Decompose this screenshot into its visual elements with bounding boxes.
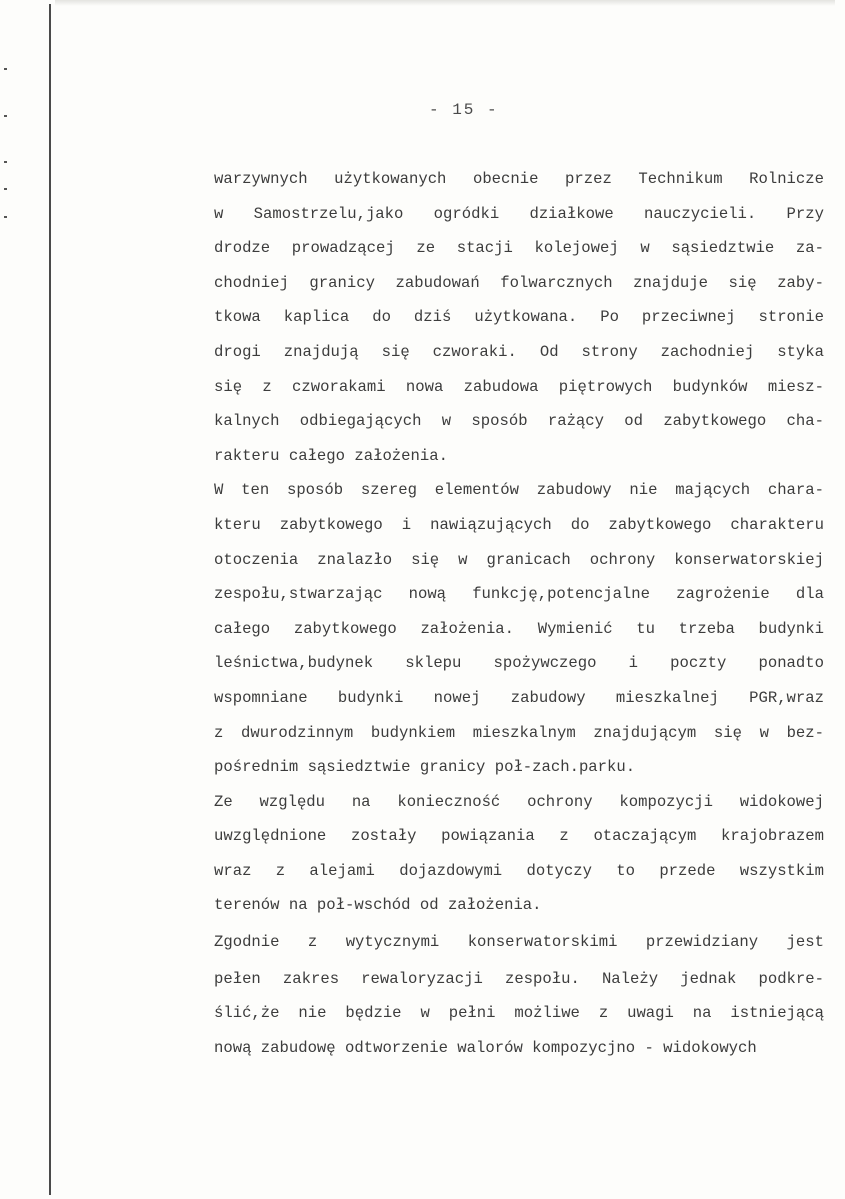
text-line: terenów na poł-wschód od założenia. bbox=[214, 896, 542, 915]
text-line: rakteru całego założenia. bbox=[214, 446, 448, 465]
text-line: drodze prowadzącej ze stacji kolejowej w sąsiedztwie za- bbox=[214, 239, 824, 258]
text-line: z dwurodzinnym budynkiem mieszkalnym znajdującym się w bez- bbox=[214, 723, 824, 742]
text-line: wraz z alejami dojazdowymi dotyczy to przede wszystkim bbox=[214, 861, 824, 880]
margin-tick-mark bbox=[4, 68, 7, 70]
text-line: w Samostrzelu,jako ogródki działkowe nauczycieli. Przy bbox=[214, 204, 824, 223]
margin-tick-mark bbox=[4, 188, 7, 190]
text-line: uwzględnione zostały powiązania z otaczającym krajobrazem bbox=[214, 827, 824, 846]
margin-tick-mark bbox=[4, 161, 7, 163]
text-line: drogi znajdują się czworaki. Od strony zachodniej styka bbox=[214, 342, 824, 361]
binding-margin-line bbox=[49, 4, 51, 1195]
text-line: otoczenia znalazło się w granicach ochrony konserwatorskiej bbox=[214, 550, 824, 569]
text-line: kteru zabytkowego i nawiązujących do zabytkowego charakteru bbox=[214, 515, 824, 534]
text-line: tkowa kaplica do dziś użytkowana. Po przeciwnej stronie bbox=[214, 308, 824, 327]
page-number: - 15 - bbox=[429, 101, 499, 119]
text-line: nową zabudowę odtworzenie walorów kompozycjno - widokowych bbox=[214, 1038, 757, 1057]
text-line: pośrednim sąsiedztwie granicy poł-zach.parku. bbox=[214, 758, 636, 777]
text-line: się z czworakami nowa zabudowa piętrowych budynków miesz- bbox=[214, 377, 824, 396]
body-text bbox=[214, 162, 824, 1065]
text-line: leśnictwa,budynek sklepu spożywczego i poczty ponadto bbox=[214, 654, 824, 673]
text-line: ślić,że nie będzie w pełni możliwe z uwagi na istniejącą bbox=[214, 1004, 824, 1023]
text-line: pełen zakres rewaloryzacji zespołu. Należy jednak podkre- bbox=[214, 969, 824, 988]
text-line: wspomniane budynki nowej zabudowy mieszkalnej PGR,wraz bbox=[214, 688, 824, 707]
text-line: warzywnych użytkowanych obecnie przez Technikum Rolnicze bbox=[214, 170, 824, 188]
text-line: chodniej granicy zabudowań folwarcznych znajduje się zaby- bbox=[214, 273, 824, 292]
text-line: Zgodnie z wytycznymi konserwatorskimi przewidziany jest bbox=[214, 933, 824, 952]
text-line: zespołu,stwarzając nową funkcję,potencjalne zagrożenie dla bbox=[214, 585, 824, 604]
text-line: W ten sposób szereg elementów zabudowy nie mających chara- bbox=[214, 481, 824, 500]
text-line: Ze względu na konieczność ochrony kompozycji widokowej bbox=[214, 792, 824, 811]
scan-edge-shadow bbox=[55, 0, 835, 6]
margin-tick-mark bbox=[4, 216, 7, 218]
margin-tick-mark bbox=[4, 115, 7, 117]
text-line: kalnych odbiegających w sposób rażący od zabytkowego cha- bbox=[214, 412, 824, 431]
text-line: całego zabytkowego założenia. Wymienić tu trzeba budynki bbox=[214, 619, 824, 638]
